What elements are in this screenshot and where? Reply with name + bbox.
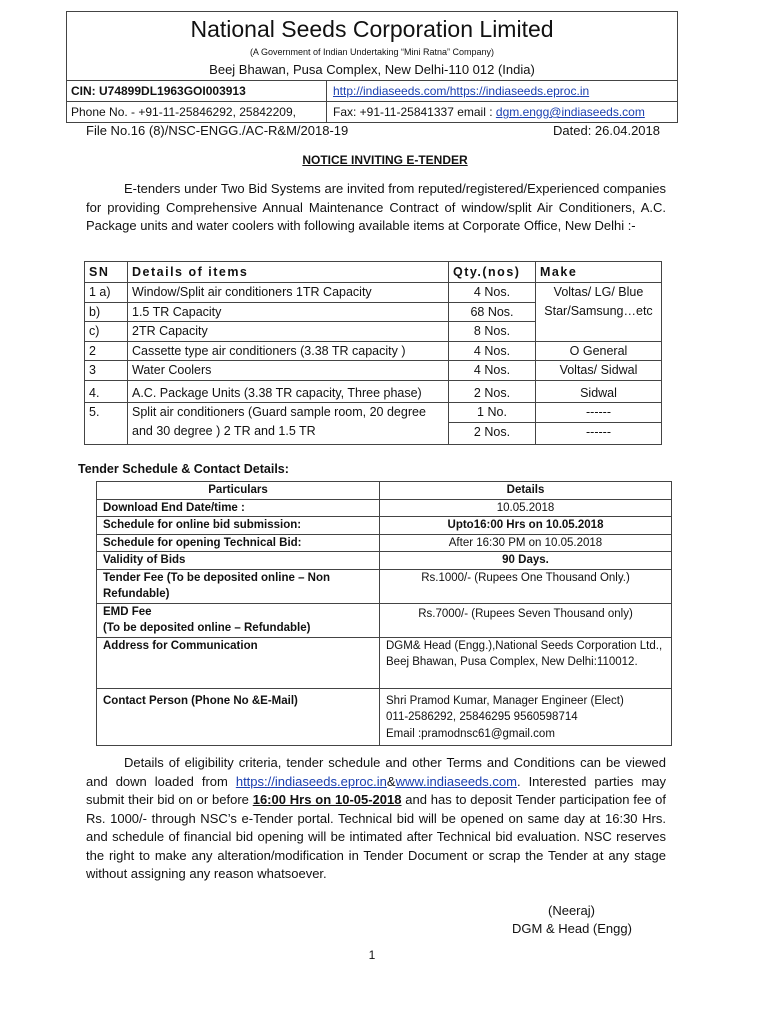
- col-qty: Qty.(nos): [449, 262, 536, 283]
- cell-qty: 4 Nos.: [449, 361, 536, 381]
- intro-paragraph: [86, 180, 666, 236]
- table-row: [85, 380, 662, 403]
- org-name: National Seeds Corporation Limited: [190, 16, 554, 42]
- org-address: Beej Bhawan, Pusa Complex, New Delhi-110 012 (India): [209, 62, 535, 77]
- ampersand: &: [386, 773, 396, 789]
- signatory-name: (Neeraj): [548, 903, 595, 918]
- website-link[interactable]: http://indiaseeds.com/: [333, 84, 450, 98]
- col-make: Make: [536, 262, 662, 283]
- cell-sn: 4.: [85, 380, 128, 403]
- table-row: [97, 637, 672, 688]
- table-row: [85, 361, 662, 381]
- table-row: [97, 688, 672, 746]
- contact-phone: 011-2586292, 25846295 9560598714: [386, 711, 578, 723]
- table-row: [97, 569, 672, 603]
- dated: Dated: 26.04.2018: [553, 123, 660, 138]
- cell-make: O General: [536, 341, 662, 361]
- cell-key: Contact Person (Phone No &E-Mail): [97, 688, 380, 746]
- cell-make: ------: [536, 403, 662, 423]
- notice-title: NOTICE INVITING E-TENDER: [302, 153, 468, 167]
- closing-text-3: and has to deposit Tender participation fee of Rs. 1000/- through NSC’s e-Tender portal. Technical bid will be opened on same day at 16:30 Hrs. and schedule of financial bid opening will be intimated after Technical bid evaluation. NSC reserves the right to make any alteration/modification in Tender Document or scrap the Tender at any stage without assigning any reason whatsoever.: [86, 792, 666, 881]
- website-cell: [327, 81, 677, 101]
- cell-sn: b): [85, 302, 128, 322]
- letterhead-row-2: [67, 101, 677, 122]
- cell-sn: 5.: [85, 403, 128, 445]
- cell-key: Schedule for online bid submission:: [97, 517, 380, 535]
- cell-make: Sidwal: [536, 380, 662, 403]
- closing-text-2: . Interested parties may submit their bid on or before: [86, 773, 666, 807]
- table-row: [97, 499, 672, 517]
- letterhead: [66, 11, 678, 123]
- schedule-table: [96, 481, 672, 746]
- table-row: [85, 403, 662, 423]
- emd-fee-label: EMD Fee: [103, 605, 152, 618]
- table-row: [97, 517, 672, 535]
- cell-make: Voltas/ Sidwal: [536, 361, 662, 381]
- table-row: [97, 552, 672, 570]
- cell-sn: c): [85, 322, 128, 342]
- cell-detail: 2TR Capacity: [128, 322, 449, 342]
- cell-value: Rs.7000/- (Rupees Seven Thousand only): [380, 603, 672, 637]
- cell-value: DGM& Head (Engg.),National Seeds Corporation Ltd., Beej Bhawan, Pusa Complex, New Delhi:110012.: [380, 637, 672, 688]
- cell-value: Rs.1000/- (Rupees One Thousand Only.): [380, 569, 672, 603]
- items-header-row: [85, 262, 662, 283]
- cell-value: Upto16:00 Hrs on 10.05.2018: [380, 517, 672, 535]
- cell-qty: 8 Nos.: [449, 322, 536, 342]
- org-subtitle: (A Government of Indian Undertaking “Mini Ratna” Company): [249, 47, 495, 57]
- cell-key: Download End Date/time :: [97, 499, 380, 517]
- cell-key: Validity of Bids: [97, 552, 380, 570]
- cell-key: Tender Fee (To be deposited online – Non Refundable): [97, 569, 380, 603]
- website-link[interactable]: www.indiaseeds.com: [395, 773, 517, 789]
- cell-qty: 68 Nos.: [449, 302, 536, 322]
- cell-qty: 4 Nos.: [449, 341, 536, 361]
- cell-key: Address for Communication: [97, 637, 380, 688]
- cell-qty: 2 Nos.: [449, 422, 536, 445]
- cell-key: [97, 603, 380, 637]
- letterhead-row-1: [67, 80, 677, 101]
- emd-fee-note: (To be deposited online – Refundable): [103, 622, 311, 634]
- signatory-designation: DGM & Head (Engg): [512, 921, 632, 936]
- page-number: 1: [368, 948, 376, 962]
- col-details: Details of items: [128, 262, 449, 283]
- schedule-heading: Tender Schedule & Contact Details:: [78, 462, 289, 476]
- contact-name: Shri Pramod Kumar, Manager Engineer (Elect): [386, 694, 624, 707]
- cell-sn: 1 a): [85, 283, 128, 303]
- email-link[interactable]: dgm.engg@indiaseeds.com: [495, 105, 645, 119]
- cell-key: Schedule for opening Technical Bid:: [97, 534, 380, 552]
- contact-email: Email :pramodnsc61@gmail.com: [386, 727, 555, 740]
- cell-detail: Cassette type air conditioners (3.38 TR capacity ): [128, 341, 449, 361]
- cell-detail: Water Coolers: [128, 361, 449, 381]
- file-number: File No.16 (8)/NSC-ENGG./AC-R&M/2018-19: [86, 123, 349, 138]
- table-row: [97, 603, 672, 637]
- phone-number: Phone No. - +91-11-25846292, 25842209,: [67, 102, 327, 122]
- cell-value: After 16:30 PM on 10.05.2018: [380, 534, 672, 552]
- table-row: [97, 534, 672, 552]
- table-row: [85, 341, 662, 361]
- cell-qty: 4 Nos.: [449, 283, 536, 303]
- closing-text-1: Details of eligibility criteria, tender schedule and other Terms and Conditions can be viewed and down loaded from: [86, 755, 666, 789]
- eproc-link[interactable]: https://indiaseeds.eproc.in: [235, 773, 387, 789]
- cin-number: CIN: U74899DL1963GOI003913: [67, 81, 327, 101]
- col-particulars: Particulars: [97, 482, 380, 500]
- closing-paragraph: [86, 754, 666, 884]
- cell-detail: 1.5 TR Capacity: [128, 302, 449, 322]
- bid-deadline: 16:00 Hrs on 10-05-2018: [252, 792, 402, 807]
- cell-detail: Window/Split air conditioners 1TR Capacity: [128, 283, 449, 303]
- cell-sn: 2: [85, 341, 128, 361]
- cell-make: ------: [536, 422, 662, 445]
- cell-make: Voltas/ LG/ Blue Star/Samsung…etc: [536, 283, 662, 342]
- cell-value: 90 Days.: [380, 552, 672, 570]
- intro-text: E-tenders under Two Bid Systems are invited from reputed/registered/Experienced companies for providing Comprehensive Annual Maintenance Contract of window/split Air Conditioners, A.C. Package units and water coolers with following available items at Corporate Office, New Delhi :-: [86, 181, 666, 233]
- col-details: Details: [380, 482, 672, 500]
- file-reference-line: [86, 123, 660, 138]
- eproc-link[interactable]: https://indiaseeds.eproc.in: [449, 84, 590, 98]
- table-row: [85, 283, 662, 303]
- schedule-header-row: [97, 482, 672, 500]
- cell-value: 10.05.2018: [380, 499, 672, 517]
- cell-sn: 3: [85, 361, 128, 381]
- col-sn: SN: [85, 262, 128, 283]
- items-table: [84, 261, 662, 445]
- cell-detail: A.C. Package Units (3.38 TR capacity, Three phase): [128, 380, 449, 403]
- cell-qty: 1 No.: [449, 403, 536, 423]
- fax-email-cell: [327, 102, 677, 122]
- cell-qty: 2 Nos.: [449, 380, 536, 403]
- fax-label: Fax: +91-11-25841337 email :: [333, 105, 496, 119]
- cell-value: [380, 688, 672, 746]
- cell-detail: Split air conditioners (Guard sample room, 20 degree and 30 degree ) 2 TR and 1.5 TR: [128, 403, 449, 445]
